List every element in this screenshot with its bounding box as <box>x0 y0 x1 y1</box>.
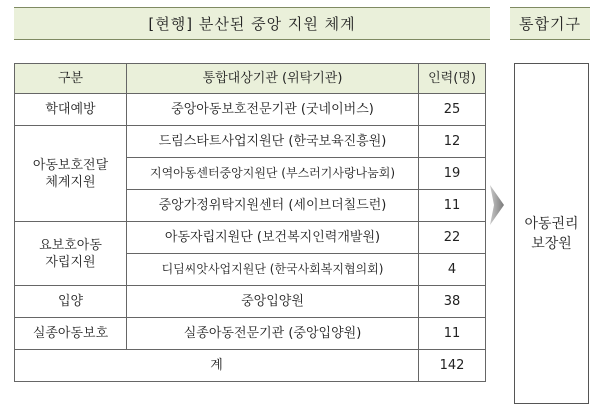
category-cell: 요보호아동 자립지원 <box>15 222 127 286</box>
table-row <box>15 286 486 318</box>
integrated-agency-title: 통합기구 <box>519 15 581 33</box>
agency-table <box>14 63 486 382</box>
total-count: 142 <box>419 350 486 382</box>
staff-count-cell: 25 <box>419 94 486 126</box>
organization-cell: 실종아동전문기관 (중앙입양원) <box>127 318 419 350</box>
total-row <box>15 350 486 382</box>
integrated-agency-banner <box>510 7 590 40</box>
organization-cell: 중앙가정위탁지원센터 (세이브더칠드런) <box>127 190 419 222</box>
staff-count-cell: 19 <box>419 158 486 190</box>
table-row <box>15 318 486 350</box>
table-row <box>15 222 486 254</box>
category-cell: 아동보호전달 체계지원 <box>15 126 127 222</box>
table-row <box>15 126 486 158</box>
organization-cell: 중앙입양원 <box>127 286 419 318</box>
staff-count-cell: 38 <box>419 286 486 318</box>
current-system-banner <box>14 7 490 40</box>
organization-cell: 아동자립지원단 (보건복지인력개발원) <box>127 222 419 254</box>
total-label: 계 <box>15 350 419 382</box>
integrated-agency-box <box>514 63 589 404</box>
integrated-agency-name: 아동권리 보장원 <box>524 215 579 252</box>
staff-count-cell: 4 <box>419 254 486 286</box>
category-cell: 입양 <box>15 286 127 318</box>
current-system-title: [현행] 분산된 중앙 지원 체계 <box>148 15 356 33</box>
arrow-right-icon <box>488 183 506 227</box>
staff-count-cell: 12 <box>419 126 486 158</box>
header-organization: 통합대상기관 (위탁기관) <box>127 64 419 94</box>
table-row <box>15 94 486 126</box>
table-header-row <box>15 64 486 94</box>
category-cell: 학대예방 <box>15 94 127 126</box>
header-category: 구분 <box>15 64 127 94</box>
organization-cell: 지역아동센터중앙지원단 (부스러기사랑나눔회) <box>127 158 419 190</box>
staff-count-cell: 11 <box>419 190 486 222</box>
header-staff-count: 인력(명) <box>419 64 486 94</box>
organization-cell: 드림스타트사업지원단 (한국보육진흥원) <box>127 126 419 158</box>
organization-cell: 중앙아동보호전문기관 (굿네이버스) <box>127 94 419 126</box>
category-cell: 실종아동보호 <box>15 318 127 350</box>
organization-cell: 디딤씨앗사업지원단 (한국사회복지협의회) <box>127 254 419 286</box>
staff-count-cell: 22 <box>419 222 486 254</box>
staff-count-cell: 11 <box>419 318 486 350</box>
